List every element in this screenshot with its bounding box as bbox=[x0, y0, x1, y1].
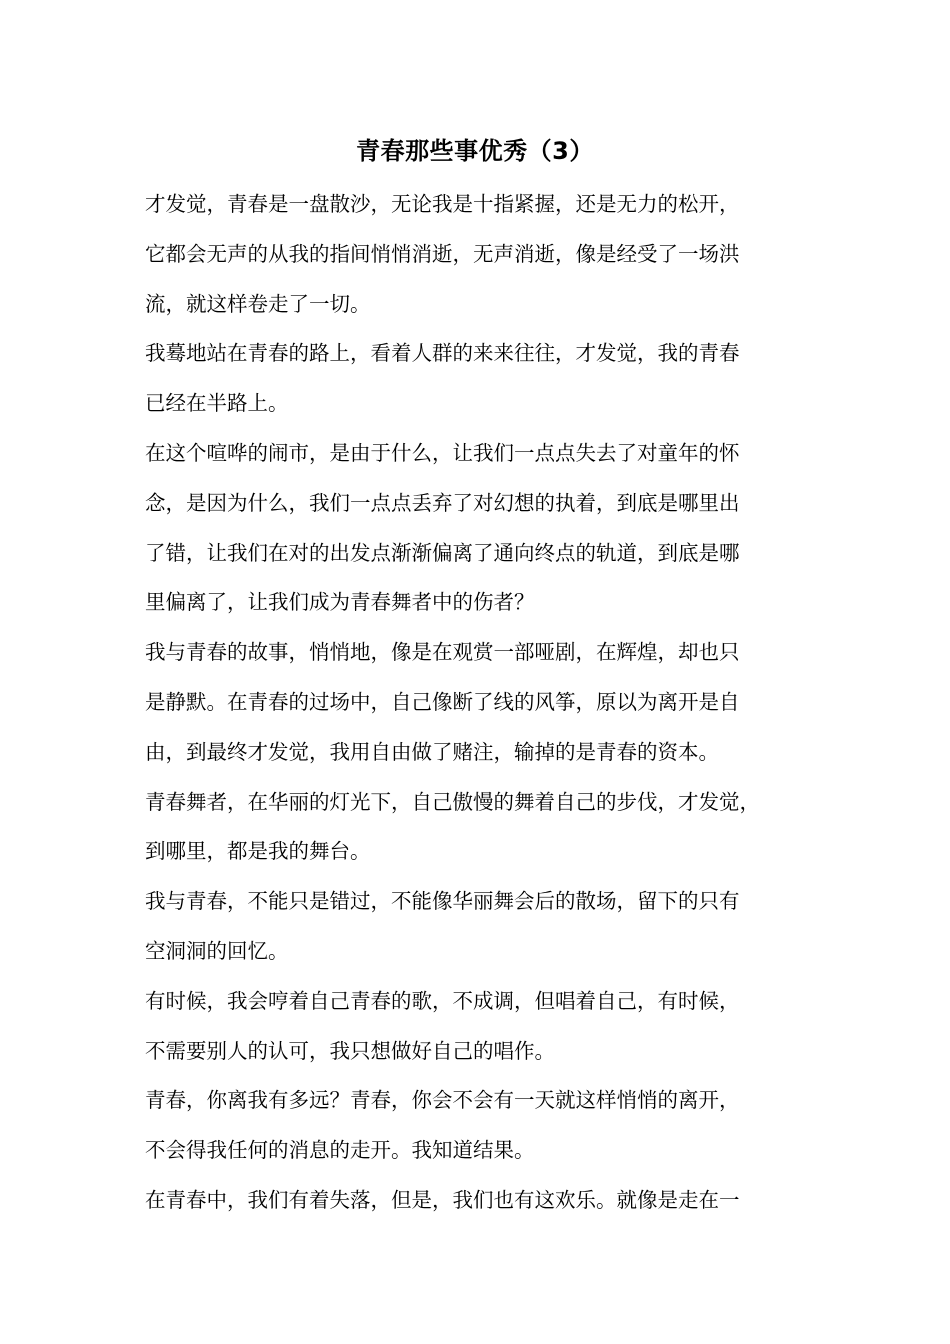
body-line: 不会得我任何的消息的走开。我知道结果。 bbox=[145, 1138, 535, 1163]
body-line: 到哪里，都是我的舞台。 bbox=[145, 839, 371, 864]
document-title: 青春那些事优秀（3） bbox=[356, 137, 594, 165]
body-line: 由，到最终才发觉，我用自由做了赌注，输掉的是青春的资本。 bbox=[145, 739, 719, 764]
body-line: 有时候，我会哼着自己青春的歌，不成调，但唱着自己，有时候， bbox=[145, 988, 740, 1013]
body-line: 是静默。在青春的过场中，自己像断了线的风筝，原以为离开是自 bbox=[145, 689, 740, 714]
body-line: 了错，让我们在对的出发点渐渐偏离了通向终点的轨道，到底是哪 bbox=[145, 540, 740, 565]
body-line: 我蓦地站在青春的路上，看着人群的来来往往，才发觉，我的青春 bbox=[145, 341, 740, 366]
body-line: 青春，你离我有多远？青春，你会不会有一天就这样悄悄的离开， bbox=[145, 1088, 740, 1113]
body-line: 我与青春，不能只是错过，不能像华丽舞会后的散场，留下的只有 bbox=[145, 889, 740, 914]
body-line: 空洞洞的回忆。 bbox=[145, 938, 289, 963]
body-line: 念，是因为什么，我们一点点丢弃了对幻想的执着，到底是哪里出 bbox=[145, 490, 740, 515]
body-line: 已经在半路上。 bbox=[145, 391, 289, 416]
body-line: 不需要别人的认可，我只想做好自己的唱作。 bbox=[145, 1038, 555, 1063]
body-line: 它都会无声的从我的指间悄悄消逝，无声消逝，像是经受了一场洪 bbox=[145, 241, 740, 266]
body-line: 青春舞者，在华丽的灯光下，自己傲慢的舞着自己的步伐，才发觉， bbox=[145, 789, 760, 814]
body-line: 在青春中，我们有着失落，但是，我们也有这欢乐。就像是走在一 bbox=[145, 1187, 740, 1212]
body-line: 才发觉，青春是一盘散沙，无论我是十指紧握，还是无力的松开， bbox=[145, 192, 740, 216]
body-line: 在这个喧哗的闹市，是由于什么，让我们一点点失去了对童年的怀 bbox=[145, 440, 740, 465]
document-body bbox=[145, 180, 815, 1226]
body-line: 流，就这样卷走了一切。 bbox=[145, 291, 371, 316]
body-line: 里偏离了，让我们成为青春舞者中的伤者？ bbox=[145, 590, 535, 615]
body-line: 我与青春的故事，悄悄地，像是在观赏一部哑剧，在辉煌，却也只 bbox=[145, 640, 740, 665]
